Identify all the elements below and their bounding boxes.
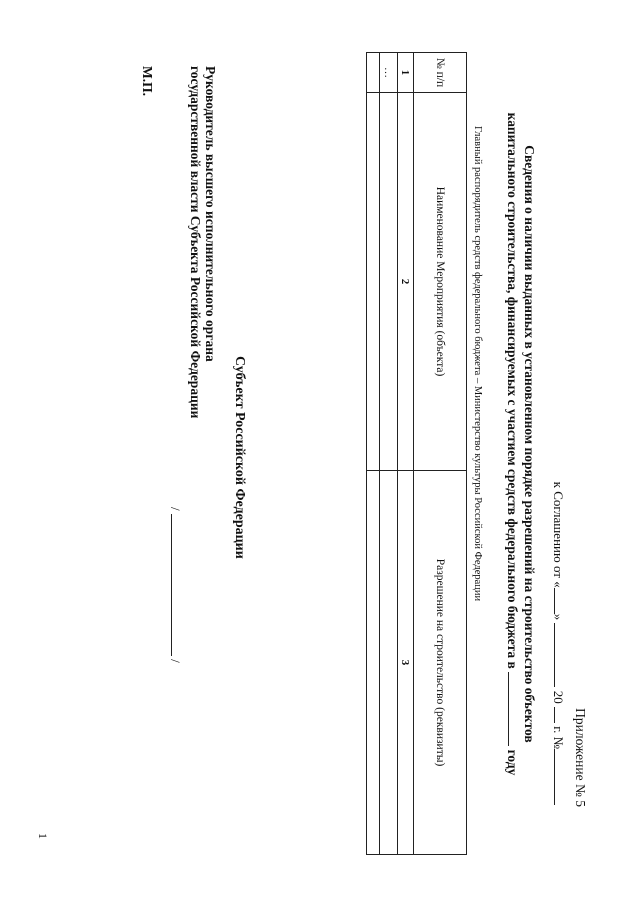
subject-heading: Субъект Российской Федерации (232, 356, 247, 559)
column-number-2: 2 (398, 93, 414, 471)
budget-manager-line: Главный распорядитель средств федерального бюджета – Министерство культуры Российской Федерации (472, 126, 483, 602)
table-row (398, 53, 414, 855)
agreement-reference (550, 482, 567, 805)
agreement-prefix: к Соглашению от « (551, 481, 566, 588)
table-header-row (414, 53, 467, 855)
year-field-blank (508, 672, 521, 746)
signature-blank (171, 514, 184, 656)
empty-cell (367, 53, 380, 93)
column-number-3: 3 (398, 471, 414, 855)
document-title (504, 84, 538, 804)
header-permit: Разрешение на строительство (реквизиты) (414, 471, 467, 855)
permits-table (366, 52, 467, 855)
agreement-quote: » (551, 613, 566, 621)
column-number-1: 1 (398, 53, 414, 93)
empty-cell (380, 93, 398, 471)
signature-line (167, 507, 184, 663)
signature-slash-right: / (168, 659, 183, 663)
number-blank (554, 749, 567, 805)
title-line-2-prefix: капитального строительства, финансируемых с участием средств федерального бюджета в (505, 112, 520, 669)
table-row (380, 53, 398, 855)
header-number: № п/п (414, 53, 467, 93)
ellipsis-cell: … (380, 53, 398, 93)
header-event-name: Наименование Мероприятия (объекта) (414, 93, 467, 471)
page-number: 1 (36, 833, 50, 839)
empty-cell (367, 471, 380, 855)
empty-cell (367, 93, 380, 471)
empty-cell (380, 471, 398, 855)
signature-slash-left: / (168, 507, 183, 511)
year-blank (554, 707, 567, 723)
month-blank (554, 623, 567, 687)
title-line-2 (504, 84, 521, 804)
head-of-executive-body (188, 66, 218, 418)
agreement-number-label: г. № (551, 726, 566, 749)
seal-place-label: М.П. (140, 66, 155, 96)
agreement-year: 20 (551, 690, 566, 704)
head-line-1: Руководитель высшего исполнительного органа (203, 66, 218, 362)
title-line-2-suffix: году (505, 749, 520, 776)
day-blank (554, 588, 567, 614)
appendix-label: Приложение № 5 (573, 708, 588, 807)
head-line-2: государственной власти Субъекта Российской Федерации (188, 66, 203, 419)
title-line-1: Сведения о наличии выданных в установленном порядке разрешений на строительство объектов (522, 145, 537, 743)
table-row (367, 53, 380, 855)
